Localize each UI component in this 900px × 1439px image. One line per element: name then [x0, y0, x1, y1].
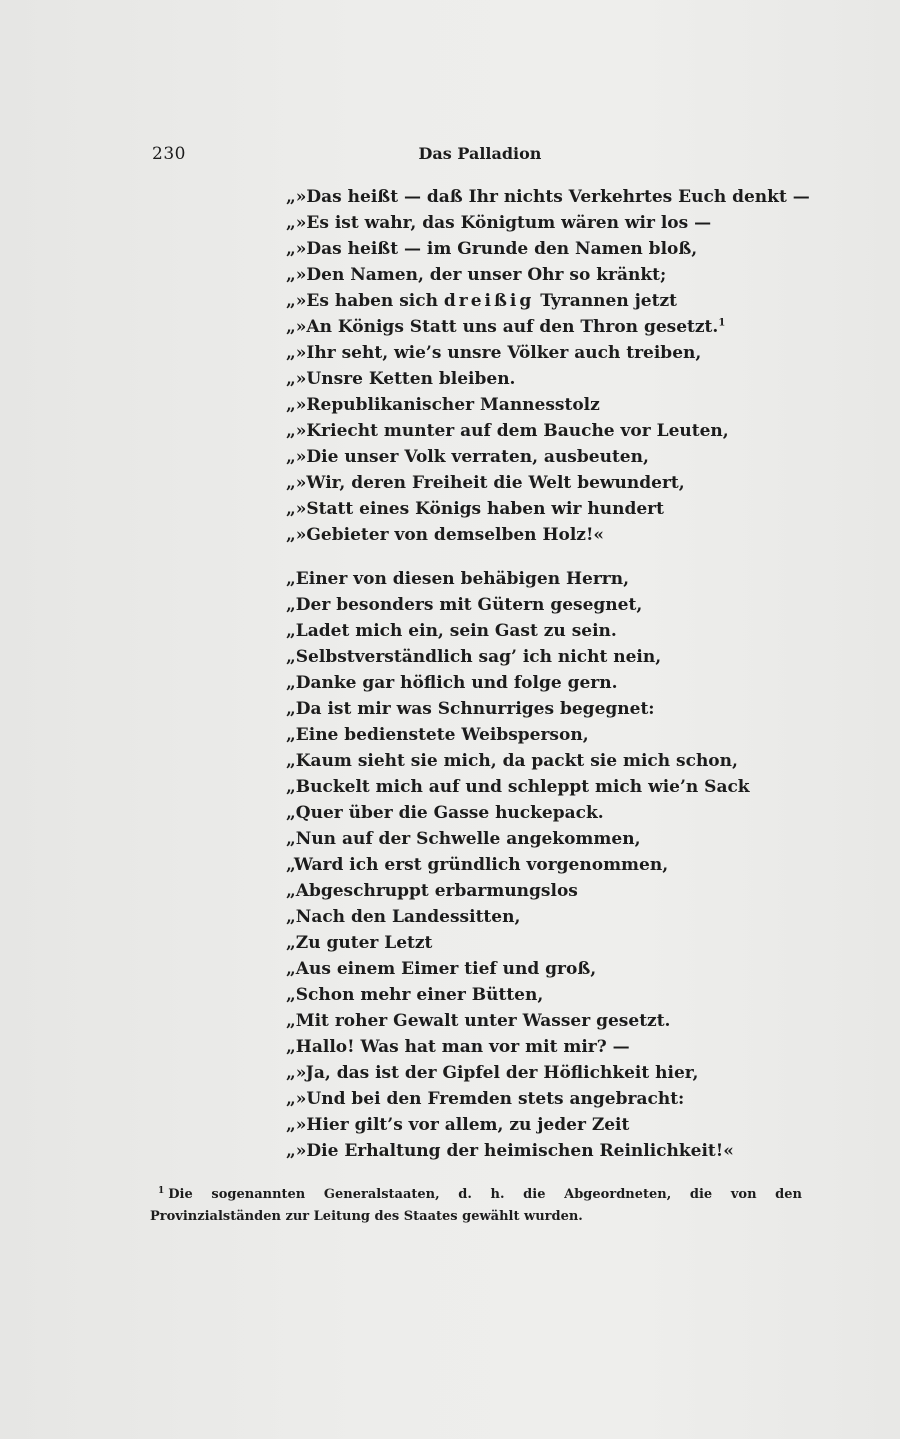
poem-line: „Kaum sieht sie mich, da packt sie mich schon, [286, 751, 738, 771]
poem-line: „»Das heißt — im Grunde den Namen bloß, [286, 239, 698, 259]
poem-line: „»Und bei den Fremden stets angebracht: [286, 1089, 685, 1109]
poem-line: „Einer von diesen behäbigen Herrn, [286, 569, 630, 589]
footnote [150, 1184, 802, 1228]
poem-line: „»Ihr seht, wie’s unsre Völker auch treiben, [286, 343, 702, 363]
poem [286, 184, 810, 1164]
poem-line: „Nach den Landessitten, [286, 907, 521, 927]
poem-line: „Selbstverständlich sag’ ich nicht nein, [286, 647, 662, 667]
poem-line: „Hallo! Was hat man vor mit mir? — [286, 1037, 630, 1057]
poem-line: „»Wir, deren Freiheit die Welt bewundert, [286, 473, 685, 493]
poem-line: „Aus einem Eimer tief und groß, [286, 959, 597, 979]
poem-line: „Buckelt mich auf und schleppt mich wie’n Sack [286, 777, 750, 797]
poem-line: „Mit roher Gewalt unter Wasser gesetzt. [286, 1011, 671, 1031]
poem-line: „»Das heißt — daß Ihr nichts Verkehrtes Euch denkt — [286, 187, 810, 207]
poem-line: „»Kriecht munter auf dem Bauche vor Leuten, [286, 421, 729, 441]
poem-line: „Der besonders mit Gütern gesegnet, [286, 595, 643, 615]
poem-line: „»Statt eines Königs haben wir hundert [286, 499, 664, 519]
page-number: 230 [152, 144, 186, 164]
poem-line: „Abgeschruppt erbarmungslos [286, 881, 578, 901]
running-title: Das Palladion [418, 144, 542, 163]
poem-line: „»Die Erhaltung der heimischen Reinlichkeit!« [286, 1141, 734, 1161]
poem-line-text: „»An Königs Statt uns auf den Thron gesetzt. [286, 317, 719, 337]
poem-line: „Quer über die Gasse huckepack. [286, 803, 604, 823]
footnote-text: Die sogenannten Generalstaaten, d. h. die Abgeordneten, die von den Provinzialständen zur Leitung des Staates gewählt wurden. [150, 1187, 802, 1224]
poem-line: „Ward ich erst gründlich vorgenommen, [286, 855, 669, 875]
footnote-marker[interactable]: 1 [718, 317, 726, 329]
poem-line: „»Unsre Ketten bleiben. [286, 369, 516, 389]
poem-line: „»Den Namen, der unser Ohr so kränkt; [286, 265, 667, 285]
poem-line: „»Hier gilt’s vor allem, zu jeder Zeit [286, 1115, 630, 1135]
poem-line: „Nun auf der Schwelle angekommen, [286, 829, 641, 849]
poem-line: „Zu guter Letzt [286, 933, 433, 953]
poem-line: „»Gebieter von demselben Holz!« [286, 525, 605, 545]
poem-line: „Schon mehr einer Bütten, [286, 985, 544, 1005]
poem-line: „Ladet mich ein, sein Gast zu sein. [286, 621, 617, 641]
poem-line: „Da ist mir was Schnurriges begegnet: [286, 699, 655, 719]
poem-line: „Danke gar höflich und folge gern. [286, 673, 618, 693]
poem-line: „»Es ist wahr, das Königtum wären wir los — [286, 213, 712, 233]
poem-line: „»Die unser Volk verraten, ausbeuten, [286, 447, 649, 467]
poem-line-start: „»Es haben sich [286, 291, 438, 311]
footnote-number: 1 [158, 1185, 165, 1196]
poem-line: „»Ja, das ist der Gipfel der Höflichkeit hier, [286, 1063, 699, 1083]
poem-line: „Eine bedienstete Weibsperson, [286, 725, 589, 745]
emphasized-word: dreißig [443, 291, 535, 311]
poem-line-end: Tyrannen jetzt [540, 291, 677, 311]
poem-line: „»Republikanischer Mannesstolz [286, 395, 600, 415]
poem-line [286, 288, 766, 314]
poem-line [286, 314, 766, 340]
